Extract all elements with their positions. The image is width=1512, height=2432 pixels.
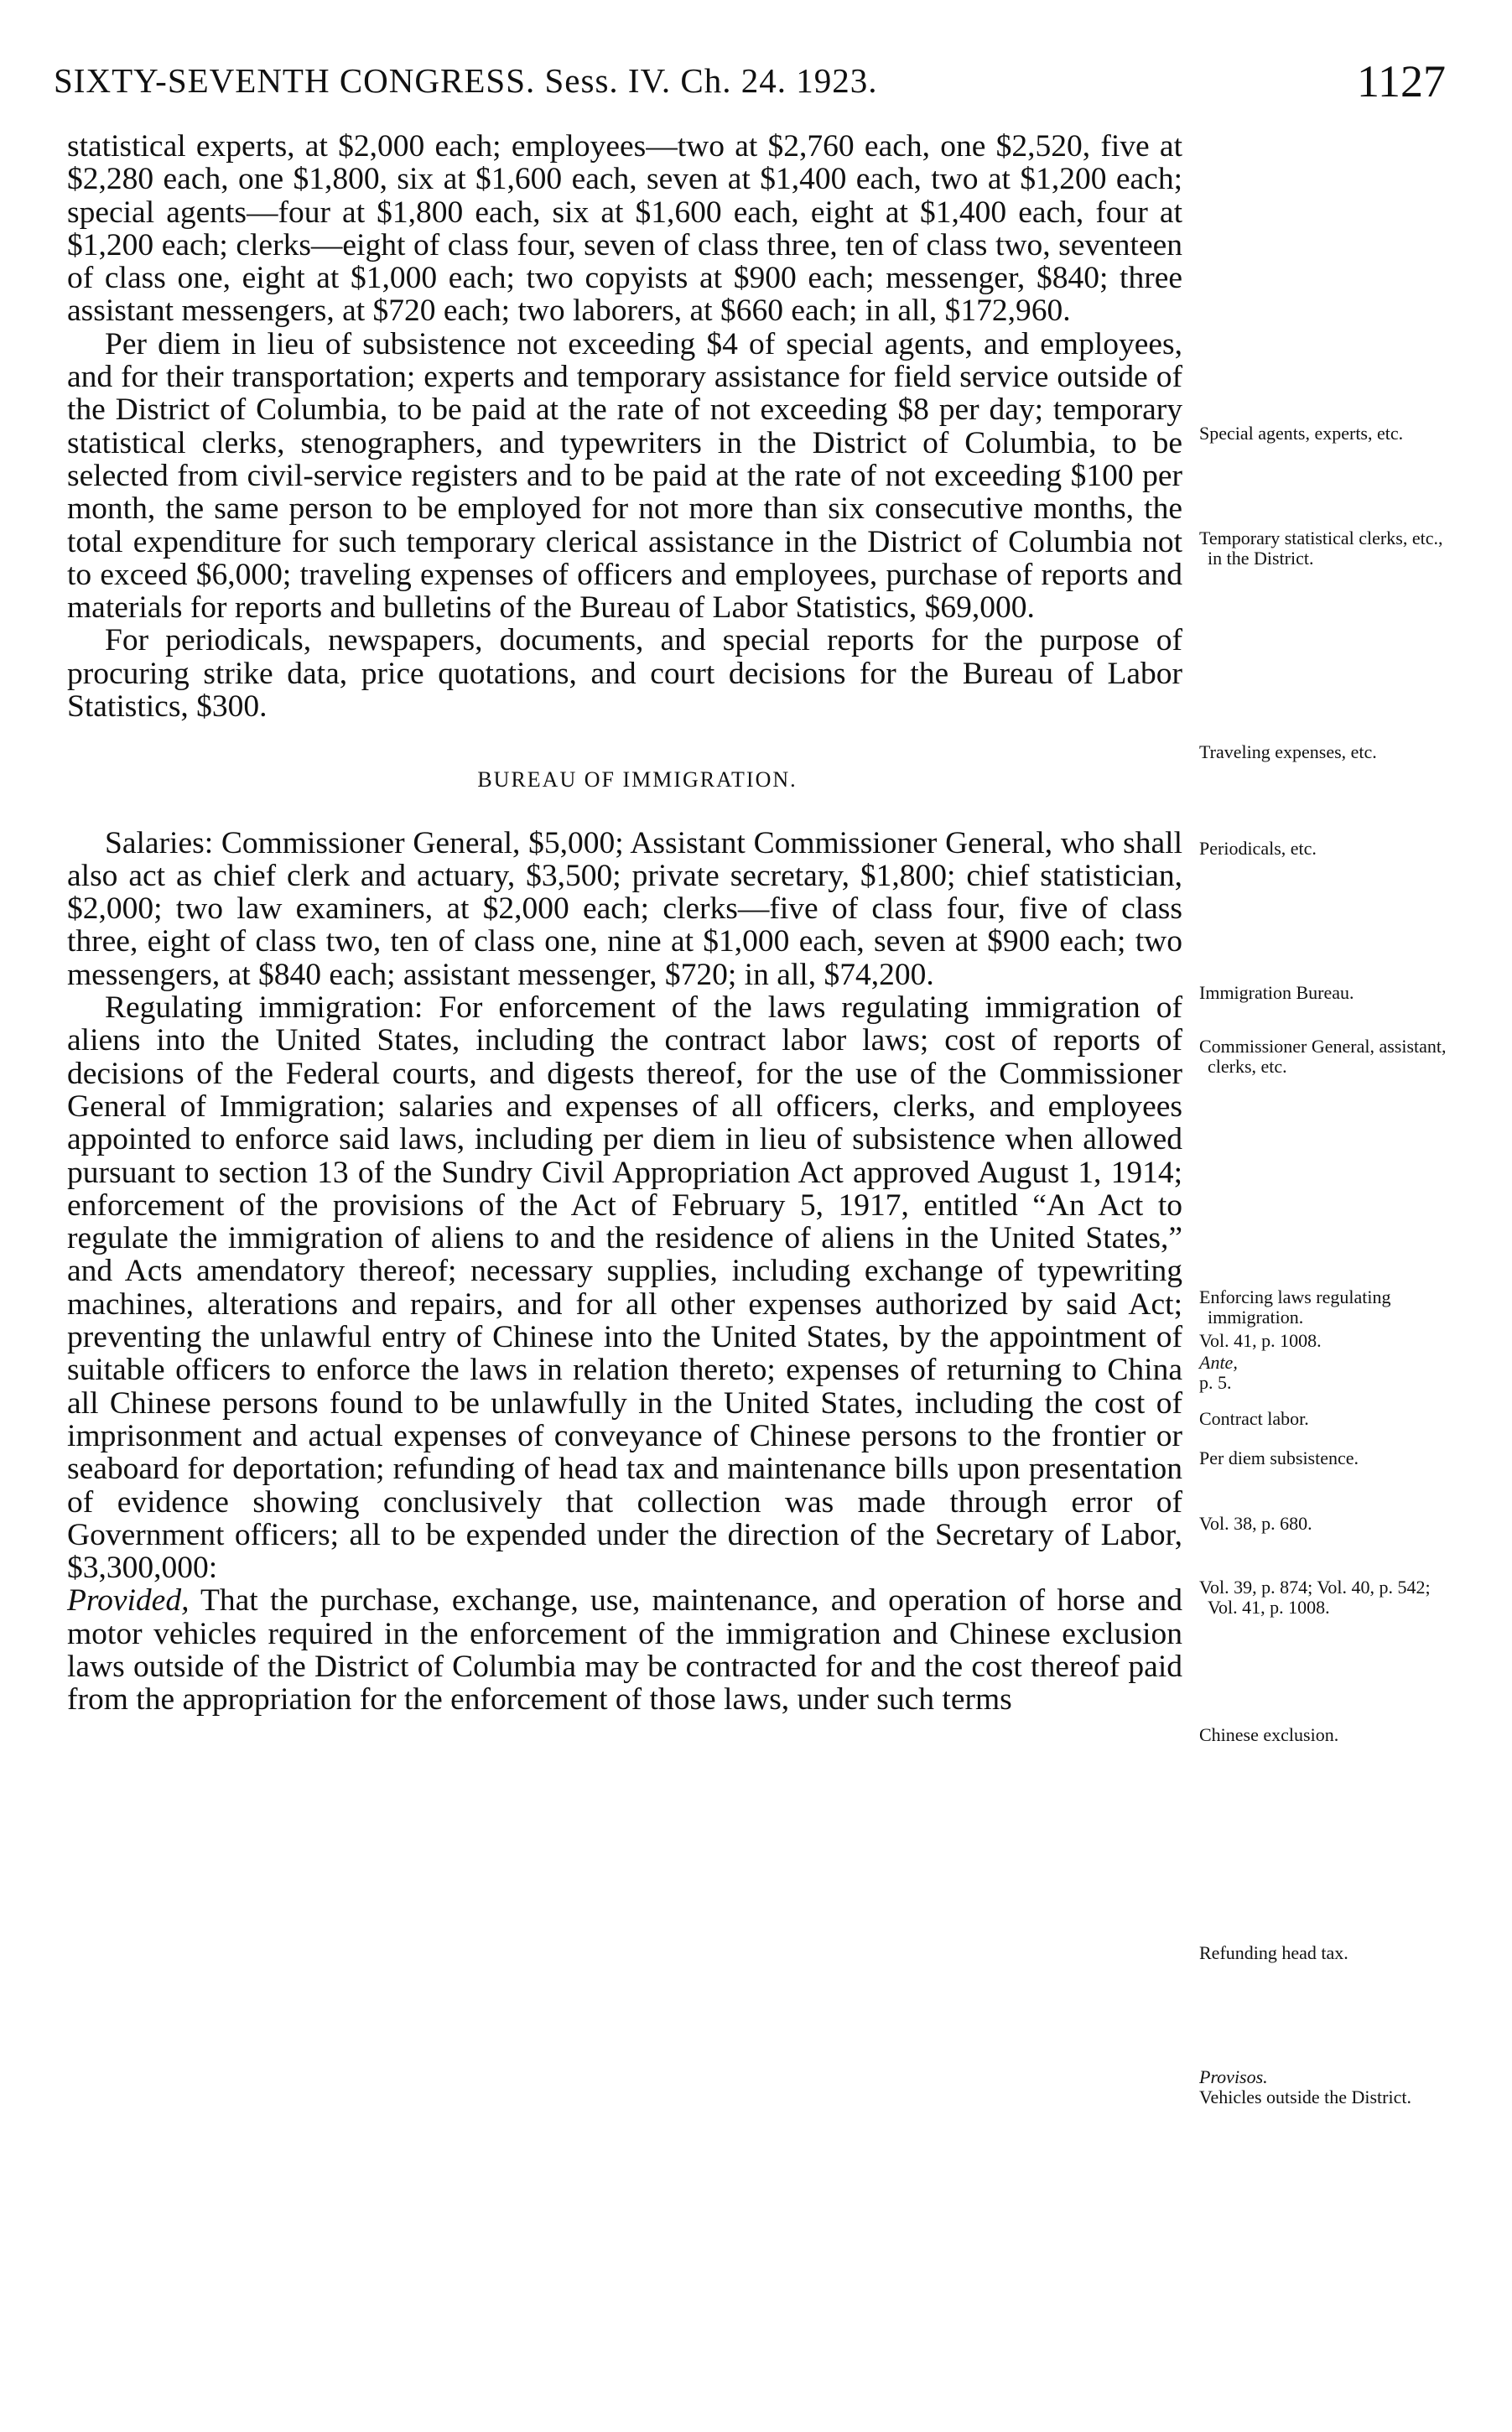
paragraph-periodicals: For periodicals, newspapers, documents, and special reports for the purpose of procuring strike data, price quotations, and court decisions for the Bureau of Labor Statistics, $300. xyxy=(67,623,1182,725)
margin-note-periodicals: Periodicals, etc. xyxy=(1199,838,1317,859)
section-heading-immigration: BUREAU OF IMMIGRATION. xyxy=(477,767,798,792)
margin-note-provisos-label: Provisos. xyxy=(1199,2066,1268,2087)
main-text xyxy=(67,130,1182,1717)
margin-note-traveling: Traveling expenses, etc. xyxy=(1199,741,1377,762)
margin-note-ante-page: p. 5. xyxy=(1199,1372,1232,1394)
margin-note-per-diem: Per diem subsistence. xyxy=(1199,1447,1359,1468)
margin-note-citation-vol38: Vol. 38, p. 680. xyxy=(1199,1513,1312,1534)
proviso-text: That the purchase, exchange, use, maintenance, and operation of horse and motor vehicles required in the enforcement of the immigration and Chinese exclusion laws outside of the District of Columbia may be contracted for and the cost thereof paid from the appropriation for the enforcement of those laws, under such terms xyxy=(67,1583,1182,1717)
paragraph-statistical-experts: statistical experts, at $2,000 each; employees—two at $2,760 each, one $2,520, five at $2,280 each, one $1,800, six at $1,600 each, seven at $1,400 each, two at $1,200 each; special agents—four at $1,800 each, six at $1,600 each, eight at $1,400 each, four at $1,200 each; clerks—eight of class four, seven of class three, ten of class two, seventeen of class one, eight at $1,000 each; two copyists at $900 each; messenger, $840; three assistant messengers, at $720 each; two laborers, at $660 each; in all, $172,960. xyxy=(67,129,1182,329)
margin-note-immigration-bureau: Immigration Bureau. xyxy=(1199,982,1354,1003)
paragraph-regulating-immigration: Regulating immigration: For enforcement of the laws regulating immigration of aliens into the United States, including the contract labor laws; cost of reports of decisions of the Federal courts, and digests thereof, for the use of the Commissioner General of Immigration; salaries and expenses of all officers, clerks, and employees appointed to enforce said laws, including per diem in lieu of subsistence when allowed pursuant to section 13 of the Sundry Civil Appropriation Act approved August 1, 1914; enforcement of the provisions of the Act of February 5, 1917, entitled “An Act to regulate the immigration of aliens to and the residence of aliens in the United States,” and Acts amendatory thereof; necessary supplies, including exchange of typewriting machines, alterations and repairs, and for all other expenses authorized by said Act; preventing the unlawful entry of Chinese into the United States, by the appointment of suitable officers to enforce the laws in relation thereto; expenses of returning to China all Chinese persons found to be unlawfully in the United States, including the cost of imprisonment and actual expenses of conveyance of Chinese persons to the frontier or seaboard for deportation; refunding of head tax and maintenance bills upon presentation of evidence showing conclusively that collection was made through error of Government officers; all to be expended under the direction of the Secretary of Labor, $3,300,000: xyxy=(67,990,1182,1586)
margin-note-commissioner: Commissioner General, assistant, clerks, etc. xyxy=(1199,1036,1447,1078)
margin-note-ante-label: Ante, xyxy=(1199,1352,1238,1373)
margin-note-special-agents: Special agents, experts, etc. xyxy=(1199,423,1404,444)
page-number: 1127 xyxy=(1357,56,1446,107)
margin-note-chinese-exclusion: Chinese exclusion. xyxy=(1199,1724,1339,1745)
proviso-label: Provided, xyxy=(67,1583,190,1619)
running-head: SIXTY-SEVENTH CONGRESS. Sess. IV. Ch. 24. 1923. xyxy=(54,61,878,100)
paragraph-salaries: Salaries: Commissioner General, $5,000; Assistant Commissioner General, who shall also act as chief clerk and actuary, $3,500; private secretary, $1,800; chief statistician, $2,000; two law examiners, at $2,000 each; clerks—five of class four, five of class three, eight of class two, ten of class one, nine at $1,000 each, seven at $900 each; two messengers, at $840 each; assistant messenger, $720; in all, $74,200. xyxy=(67,825,1182,992)
paragraph-per-diem: Per diem in lieu of subsistence not exceeding $4 of special agents, and employees, and for their transportation; experts and temporary assistance for field service outside of the District of Columbia, to be paid at the rate of not exceeding $8 per day; temporary statistical clerks, stenographers, and typewriters in the District of Columbia, to be selected from civil-service registers and to be paid at the rate of not exceeding $100 per month, the same person to be employed for not more than six consecutive months, the total expenditure for such temporary clerical assistance in the District of Columbia not to exceed $6,000; traveling expenses of officers and employees, purchase of reports and materials for reports and bulletins of the Bureau of Labor Statistics, $69,000. xyxy=(67,326,1182,626)
margin-note-enforcing-laws: Enforcing laws regulating immigration. xyxy=(1199,1286,1391,1328)
margin-note-citation-vol39: Vol. 39, p. 874; Vol. 40, p. 542; Vol. 41, p. 1008. xyxy=(1199,1577,1431,1619)
margin-note-ante xyxy=(1199,1353,1442,1393)
margin-note-vehicles: Vehicles outside the District. xyxy=(1199,2086,1411,2108)
margin-note-refunding: Refunding head tax. xyxy=(1199,1942,1348,1963)
margin-note-temporary-clerks: Temporary statistical clerks, etc., in the District. xyxy=(1199,527,1443,569)
page-header xyxy=(54,55,1446,122)
margin-note-provisos xyxy=(1199,2067,1442,2107)
margin-note-citation-vol41: Vol. 41, p. 1008. xyxy=(1199,1330,1322,1351)
paragraph-proviso xyxy=(67,1584,1182,1716)
margin-note-contract-labor: Contract labor. xyxy=(1199,1408,1309,1429)
